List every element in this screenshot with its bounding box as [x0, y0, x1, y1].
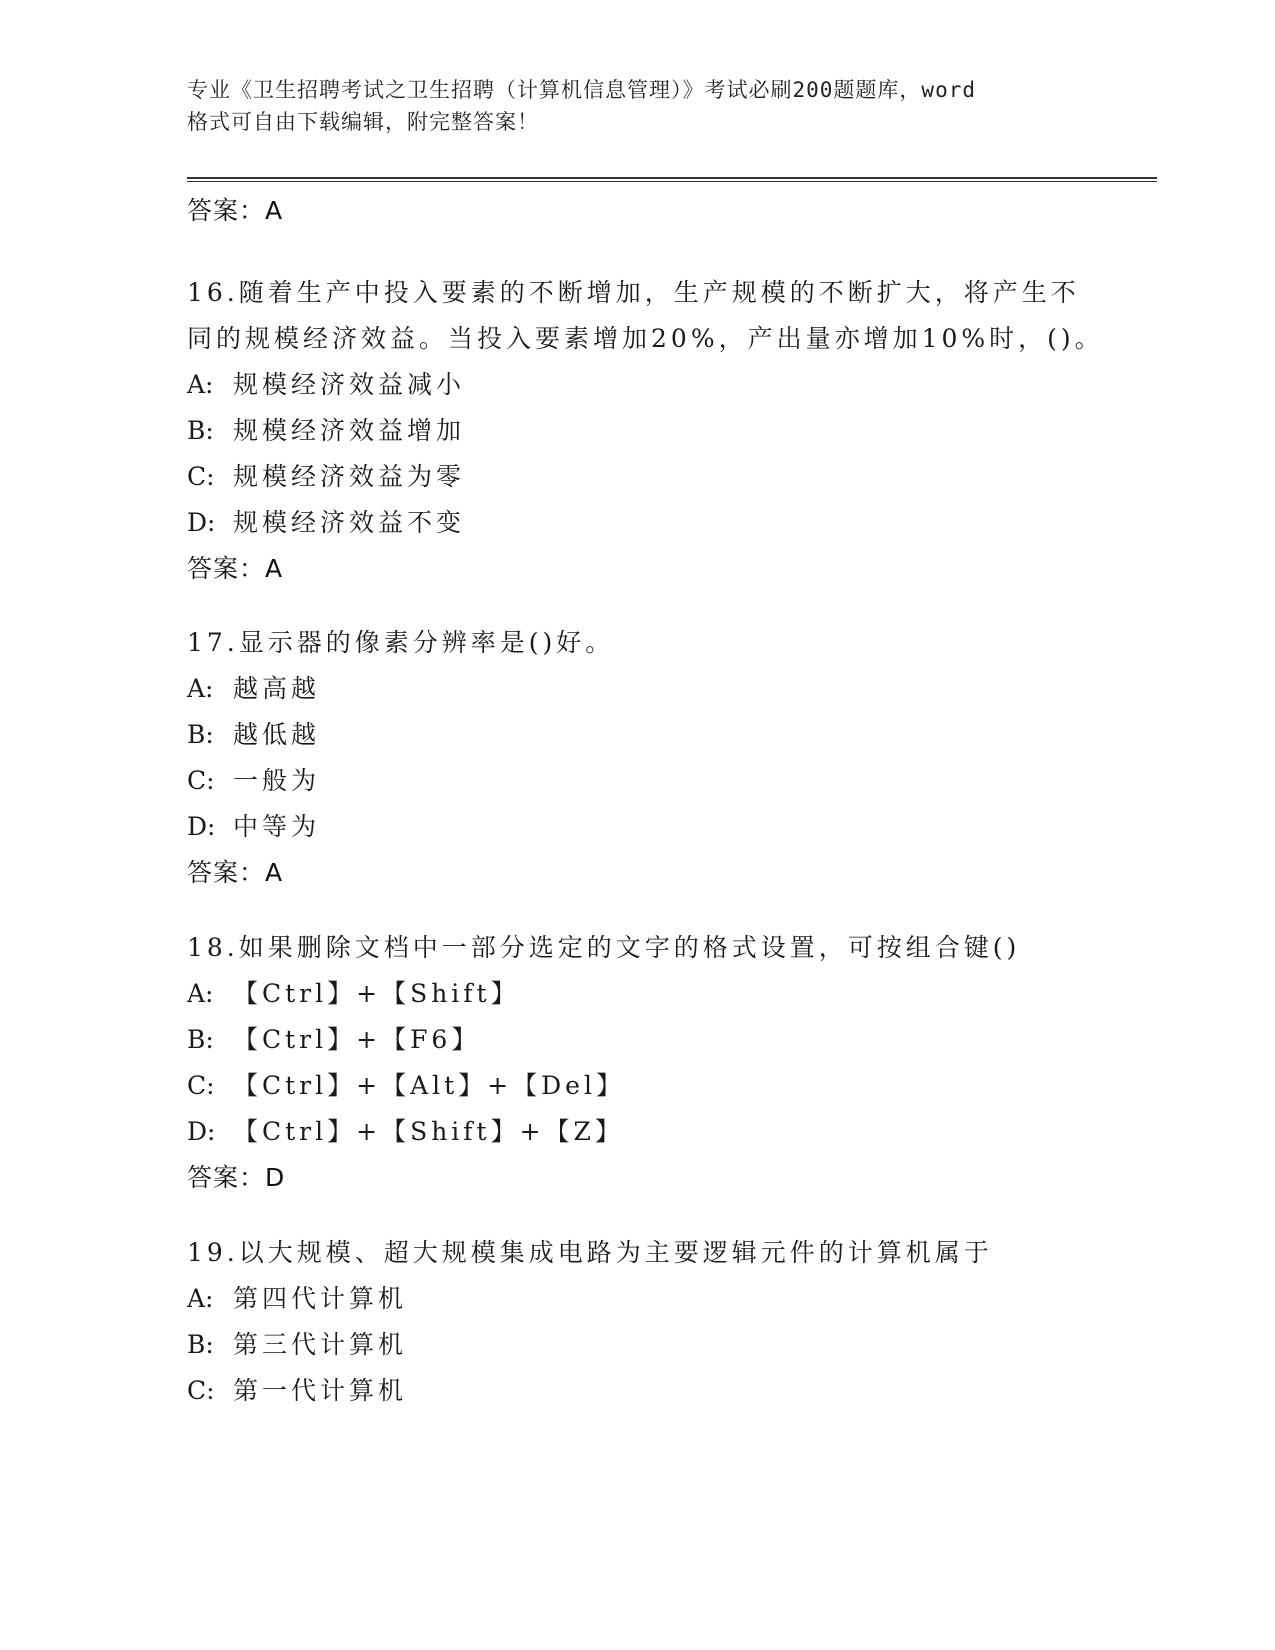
page-header	[187, 74, 1087, 138]
option-text: 第三代计算机	[233, 1330, 408, 1359]
option-c	[187, 1368, 1157, 1414]
option-text: 第一代计算机	[233, 1376, 408, 1405]
option-text: 【Ctrl】+【Shift】+【Z】	[233, 1117, 624, 1146]
option-label: D:	[187, 1117, 216, 1146]
option-a	[187, 971, 1157, 1017]
question-19	[187, 1230, 1157, 1414]
option-label: C:	[187, 1376, 215, 1405]
option-label: A:	[187, 1284, 214, 1313]
question-18	[187, 925, 1157, 1201]
option-a	[187, 1276, 1157, 1322]
option-text: 一般为	[233, 766, 321, 795]
option-c	[187, 1063, 1157, 1109]
option-c	[187, 758, 1157, 804]
option-text: 【Ctrl】+【F6】	[233, 1025, 481, 1054]
previous-answer-block	[187, 188, 1157, 234]
option-b	[187, 712, 1157, 758]
option-label: A:	[187, 674, 214, 703]
option-a	[187, 362, 1157, 408]
question-17	[187, 620, 1157, 896]
option-label: B:	[187, 720, 214, 749]
question-16	[187, 270, 1157, 592]
option-text: 【Ctrl】+【Alt】+【Del】	[233, 1071, 625, 1100]
option-label: B:	[187, 416, 214, 445]
question-stem-line: 18.如果删除文档中一部分选定的文字的格式设置，可按组合键()	[187, 933, 1021, 962]
option-b	[187, 1017, 1157, 1063]
option-label: C:	[187, 766, 215, 795]
option-text: 【Ctrl】+【Shift】	[233, 979, 520, 1008]
answer-line: 答案：A	[187, 858, 284, 887]
option-text: 越高越	[233, 674, 321, 703]
option-label: C:	[187, 1071, 215, 1100]
header-title-line-1: 专业《卫生招聘考试之卫生招聘（计算机信息管理）》考试必刷200题题库，word	[187, 78, 976, 102]
question-stem-line: 16.随着生产中投入要素的不断增加，生产规模的不断扩大，将产生不	[187, 278, 1080, 307]
header-title-line-2: 格式可自由下载编辑，附完整答案！	[187, 110, 539, 134]
option-label: D:	[187, 508, 216, 537]
option-a	[187, 666, 1157, 712]
option-text: 规模经济效益为零	[233, 462, 466, 491]
option-c	[187, 454, 1157, 500]
option-d	[187, 804, 1157, 850]
previous-answer: 答案：A	[187, 196, 284, 225]
option-label: B:	[187, 1330, 214, 1359]
option-d	[187, 500, 1157, 546]
option-text: 第四代计算机	[233, 1284, 408, 1313]
option-b	[187, 1322, 1157, 1368]
option-label: A:	[187, 370, 214, 399]
header-divider	[187, 177, 1157, 182]
option-label: A:	[187, 979, 214, 1008]
question-stem-line: 19.以大规模、超大规模集成电路为主要逻辑元件的计算机属于	[187, 1238, 993, 1267]
option-text: 规模经济效益减小	[233, 370, 466, 399]
option-text: 越低越	[233, 720, 321, 749]
option-b	[187, 408, 1157, 454]
option-text: 规模经济效益增加	[233, 416, 466, 445]
answer-line: 答案：A	[187, 554, 284, 583]
option-label: C:	[187, 462, 215, 491]
option-d	[187, 1109, 1157, 1155]
option-text: 规模经济效益不变	[233, 508, 466, 537]
question-stem-line: 17.显示器的像素分辨率是()好。	[187, 628, 615, 657]
question-stem-line: 同的规模经济效益。当投入要素增加20%，产出量亦增加10%时，()。	[187, 324, 1104, 353]
option-text: 中等为	[233, 812, 321, 841]
option-label: D:	[187, 812, 216, 841]
option-label: B:	[187, 1025, 214, 1054]
answer-line: 答案：D	[187, 1163, 286, 1192]
